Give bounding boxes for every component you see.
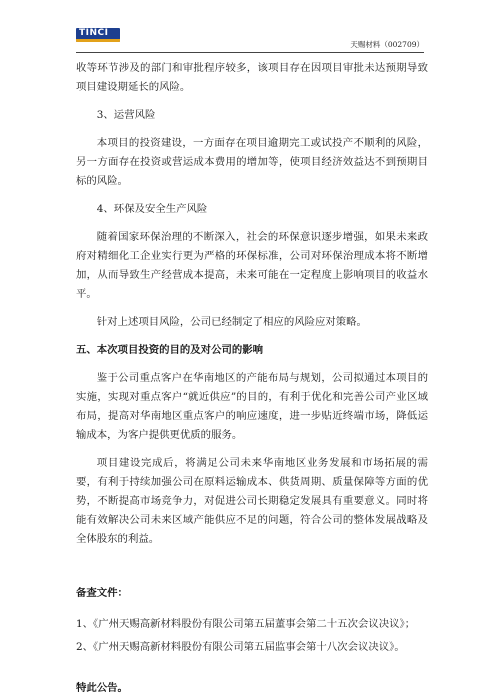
paragraph-impact: 项目建设完成后，将满足公司未来华南地区业务发展和市场拓展的需要，有利于持续加强公司在原料运输成本、供货周期、质量保障等方面的优势，不断提高市场竞争力，对促进公司长期稳定发展具有重要意义。同时将能有效解决公司未来区域产能供应不足的问题，符合公司的整体发展战略及全体股东的利益。 [76, 457, 428, 545]
section-five-title: 五、本次项目投资的目的及对公司的影响 [76, 344, 264, 356]
company-logo [76, 28, 120, 42]
company-stock-label: 天赐材料（002709） [350, 40, 424, 49]
reference-docs-list [76, 615, 428, 657]
reference-doc-item: 2、《广州天赐高新材料股份有限公司第五届监事会第十八次会议决议》。 [76, 641, 405, 653]
heading-operation-risk: 3、运营风险 [96, 109, 156, 121]
paragraph-operation-risk: 本项目的投资建设，一方面存在项目逾期完工或试投产不顺利的风险，另一方面存在投资或营运成本费用的增加等，使项目经济效益达不到预期目标的风险。 [76, 137, 428, 187]
header-divider [76, 52, 424, 53]
heading-environment-risk: 4、环保及安全生产风险 [96, 203, 208, 215]
reference-docs-title: 备查文件： [76, 587, 128, 599]
reference-doc-item: 1、《广州天赐高新材料股份有限公司第五届董事会第二十五次会议决议》； [76, 618, 416, 630]
paragraph-purpose: 鉴于公司重点客户在华南地区的产能布局与规划，公司拟通过本项目的实施，实现对重点客户“就近供应”的目的，有利于优化和完善公司产业区域布局，提高对华南地区重点客户的响应速度，进一步贴近终端市场，降低运输成本，为客户提供更优质的服务。 [76, 372, 428, 441]
logo-accent-bar [76, 39, 120, 42]
announcement-closing: 特此公告。 [76, 682, 128, 694]
document-body [76, 59, 428, 698]
paragraph-risk-measures: 针对上述项目风险，公司已经制定了相应的风险应对策略。 [96, 316, 367, 328]
paragraph-environment-risk: 随着国家环保治理的不断深入，社会的环保意识逐步增强，如果未来政府对精细化工企业实行更为严格的环保标准，公司对环保治理成本将不断增加，从而导致生产经营成本提高，未来可能在一定程度上影响项目的收益水平。 [76, 231, 428, 300]
page-header [0, 0, 500, 56]
paragraph-continued: 收等环节涉及的部门和审批程序较多，该项目存在因项目审批未达预期导致项目建设期延长的风险。 [76, 62, 428, 93]
logo-text: TINCI [79, 28, 109, 38]
